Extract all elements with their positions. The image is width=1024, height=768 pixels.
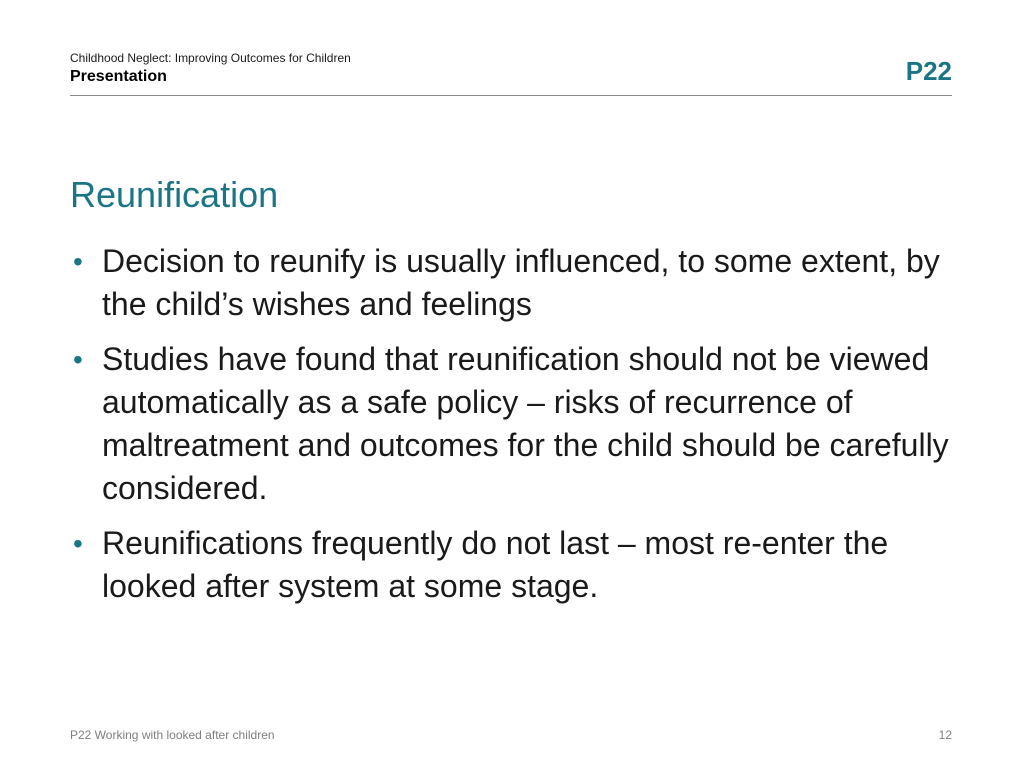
bullet-item (70, 240, 955, 326)
presentation-code: P22 (905, 56, 952, 86)
bullet-dot-icon: • (73, 246, 83, 277)
bullet-dot-icon: • (73, 528, 83, 559)
bullet-item (70, 338, 955, 510)
section-label: Presentation (70, 68, 167, 85)
course-title: Childhood Neglect: Improving Outcomes for Children (70, 51, 351, 65)
bullet-text: Reunifications frequently do not last – most re-enter the looked after system at some stage. (102, 525, 889, 604)
bullet-dot-icon: • (73, 344, 83, 375)
bullet-text: Decision to reunify is usually influenced, to some extent, by the child’s wishes and feelings (102, 243, 940, 322)
footer-module-label: P22 Working with looked after children (70, 728, 275, 742)
bullet-list (70, 240, 955, 620)
header-divider (70, 95, 952, 96)
slide-title: Reunification (70, 174, 279, 215)
page-number: 12 (938, 728, 952, 742)
bullet-item (70, 522, 955, 608)
bullet-text: Studies have found that reunification should not be viewed automatically as a safe policy – risks of recurrence of maltreatment and outcomes for the child should be carefully considered. (102, 341, 949, 506)
